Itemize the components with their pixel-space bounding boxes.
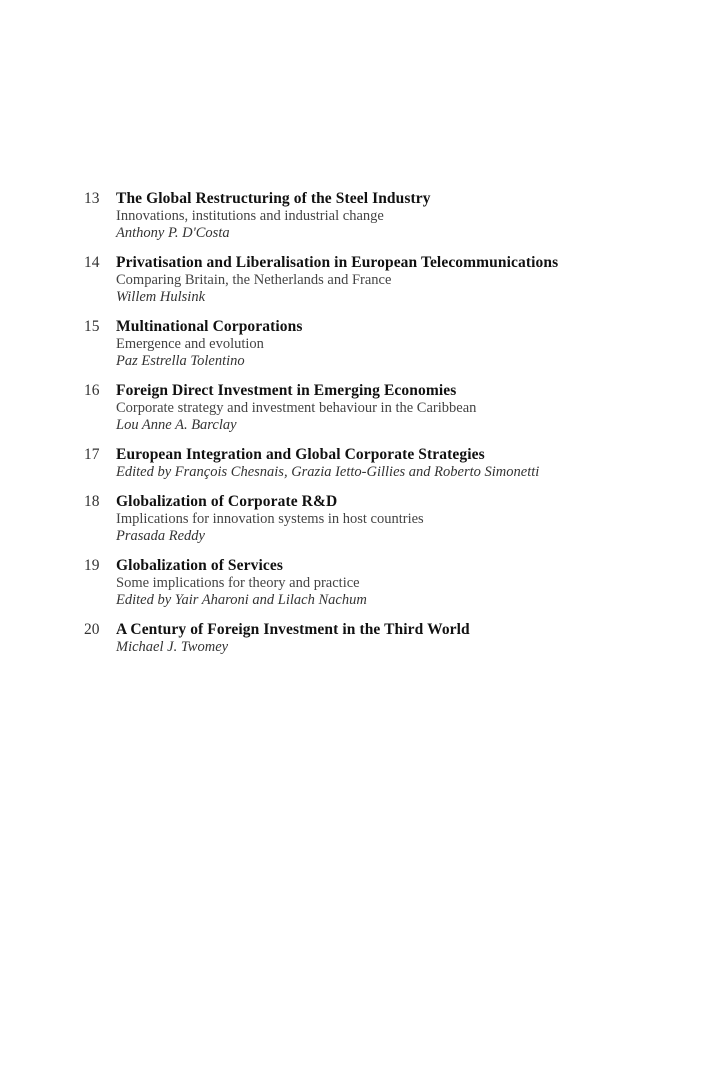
entry-subtitle: Some implications for theory and practice <box>116 575 360 591</box>
entry-body <box>116 382 684 434</box>
entry-body <box>116 254 684 306</box>
entry-number: 19 <box>84 557 100 574</box>
entry-subtitle: Innovations, institutions and industrial change <box>116 208 384 224</box>
entry-subtitle: Comparing Britain, the Netherlands and France <box>116 272 392 288</box>
series-entry-17 <box>84 446 684 481</box>
entry-author: Prasada Reddy <box>116 528 205 544</box>
entry-subtitle: Implications for innovation systems in host countries <box>116 511 424 527</box>
series-entry-15 <box>84 318 684 370</box>
series-entry-16 <box>84 382 684 434</box>
entry-author: Edited by Yair Aharoni and Lilach Nachum <box>116 592 367 608</box>
entry-author: Michael J. Twomey <box>116 639 229 655</box>
entry-number: 18 <box>84 493 100 510</box>
series-entry-13 <box>84 190 684 242</box>
entry-title: Foreign Direct Investment in Emerging Economies <box>116 382 457 399</box>
entry-body <box>116 557 684 609</box>
entry-title: Globalization of Corporate R&D <box>116 493 338 510</box>
entry-author: Edited by François Chesnais, Grazia Ietto-Gillies and Roberto Simonetti <box>116 464 540 480</box>
entry-title: Privatisation and Liberalisation in European Telecommunications <box>116 254 559 271</box>
entry-subtitle: Emergence and evolution <box>116 336 264 352</box>
series-entry-19 <box>84 557 684 609</box>
entry-author: Paz Estrella Tolentino <box>116 353 245 369</box>
entry-number: 16 <box>84 382 100 399</box>
entry-body <box>116 621 684 656</box>
series-list <box>84 190 684 668</box>
entry-body <box>116 190 684 242</box>
entry-number: 15 <box>84 318 100 335</box>
entry-body <box>116 493 684 545</box>
entry-number: 20 <box>84 621 100 638</box>
entry-title: European Integration and Global Corporate Strategies <box>116 446 485 463</box>
series-entry-20 <box>84 621 684 656</box>
entry-number: 14 <box>84 254 100 271</box>
entry-body <box>116 446 684 481</box>
entry-author: Anthony P. D'Costa <box>116 225 230 241</box>
entry-number: 13 <box>84 190 100 207</box>
entry-number: 17 <box>84 446 100 463</box>
entry-author: Willem Hulsink <box>116 289 206 305</box>
series-entry-14 <box>84 254 684 306</box>
entry-author: Lou Anne A. Barclay <box>116 417 237 433</box>
entry-body <box>116 318 684 370</box>
entry-title: The Global Restructuring of the Steel Industry <box>116 190 431 207</box>
entry-title: A Century of Foreign Investment in the Third World <box>116 621 470 638</box>
entry-subtitle: Corporate strategy and investment behaviour in the Caribbean <box>116 400 477 416</box>
entry-title: Globalization of Services <box>116 557 283 574</box>
series-entry-18 <box>84 493 684 545</box>
entry-title: Multinational Corporations <box>116 318 303 335</box>
